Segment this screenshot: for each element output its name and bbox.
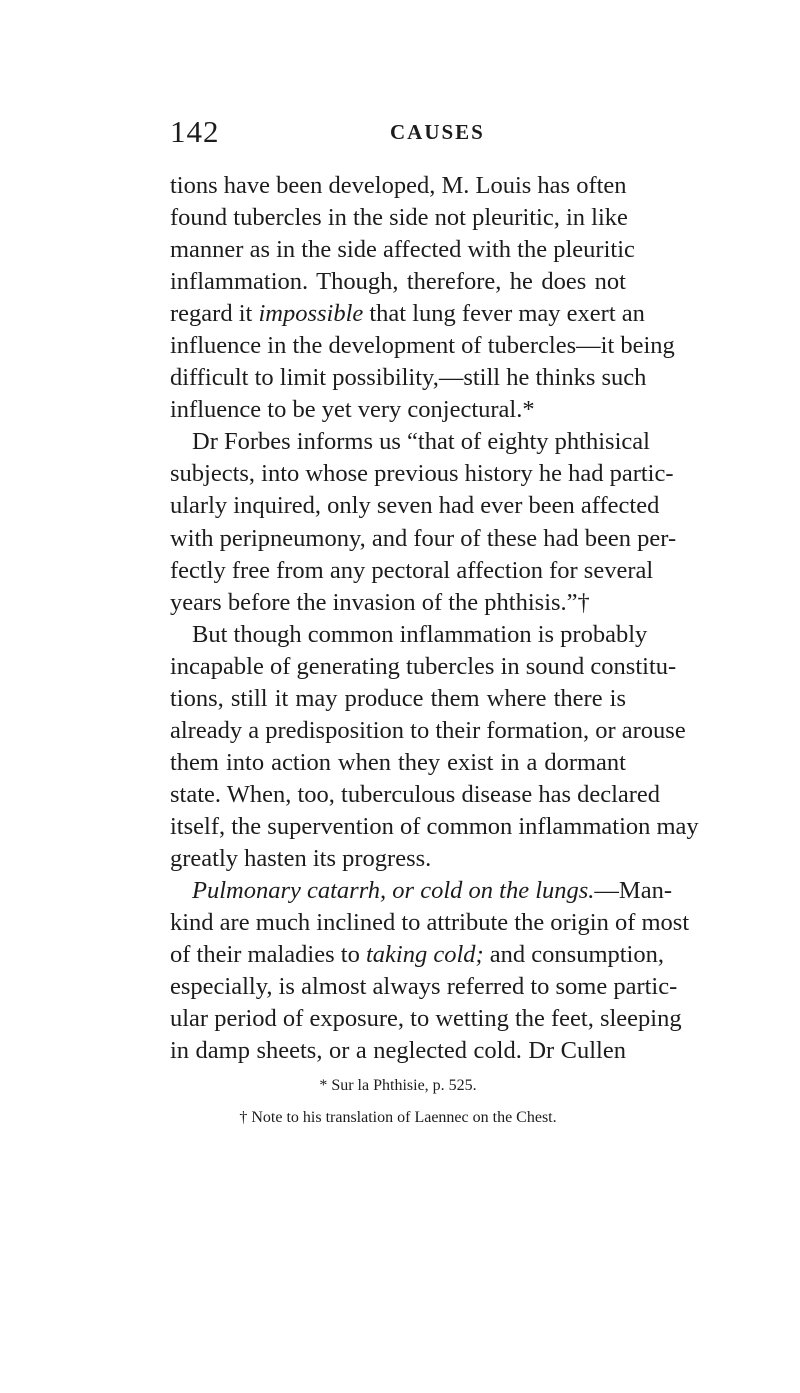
text-line: ular period of exposure, to wetting the feet, sleeping [170,1005,682,1033]
page-number: 142 [170,114,220,149]
text-line: greatly hasten its progress. [170,844,432,872]
text-line: of their maladies to taking cold; and consumption, [170,941,664,969]
footnotes [170,1072,626,1132]
text-line: difficult to limit possibility,—still he thinks such [170,364,647,392]
page-header [170,114,670,154]
text-line: ularly inquired, only seven had ever been affected [170,492,660,520]
text-line: manner as in the side affected with the pleuritic [170,236,635,264]
text-line: years before the invasion of the phthisis.”† [170,588,590,616]
text-line: itself, the supervention of common inflammation may [170,812,699,840]
text-line: kind are much inclined to attribute the origin of most [170,909,690,937]
text-line: incapable of generating tubercles in sound constitu- [170,652,677,680]
text-line: with peripneumony, and four of these had been per- [170,524,677,552]
text-line: influence in the development of tubercles—it being [170,332,675,360]
text-line: already a predisposition to their formation, or arouse [170,716,686,744]
text-line: subjects, into whose previous history he had partic- [170,460,674,488]
text-line: inflammation. Though, therefore, he does not [170,268,626,296]
text-line: found tubercles in the side not pleuritic, in like [170,204,628,232]
text-line: regard it impossible that lung fever may exert an [170,300,645,328]
footnote: † Note to his translation of Laennec on the Chest. [239,1109,557,1126]
text-line: tions, still it may produce them where there is [170,684,626,712]
footnote: * Sur la Phthisie, p. 525. [319,1077,477,1094]
text-line: But though common inflammation is probably [192,620,648,648]
running-head: CAUSES [390,120,485,144]
text-line: especially, is almost always referred to some partic- [170,973,678,1001]
text-line: Pulmonary catarrh, or cold on the lungs.—Man- [192,877,672,905]
text-line: in damp sheets, or a neglected cold. Dr Cullen [170,1037,626,1065]
text-line: Dr Forbes informs us “that of eighty phthisical [192,428,650,456]
text-line: them into action when they exist in a dormant [170,748,626,776]
body-text [170,170,699,1067]
text-line: state. When, too, tuberculous disease has declared [170,780,661,808]
text-line: tions have been developed, M. Louis has often [170,172,627,199]
text-line: fectly free from any pectoral affection for several [170,556,654,584]
text-line: influence to be yet very conjectural.* [170,396,535,424]
